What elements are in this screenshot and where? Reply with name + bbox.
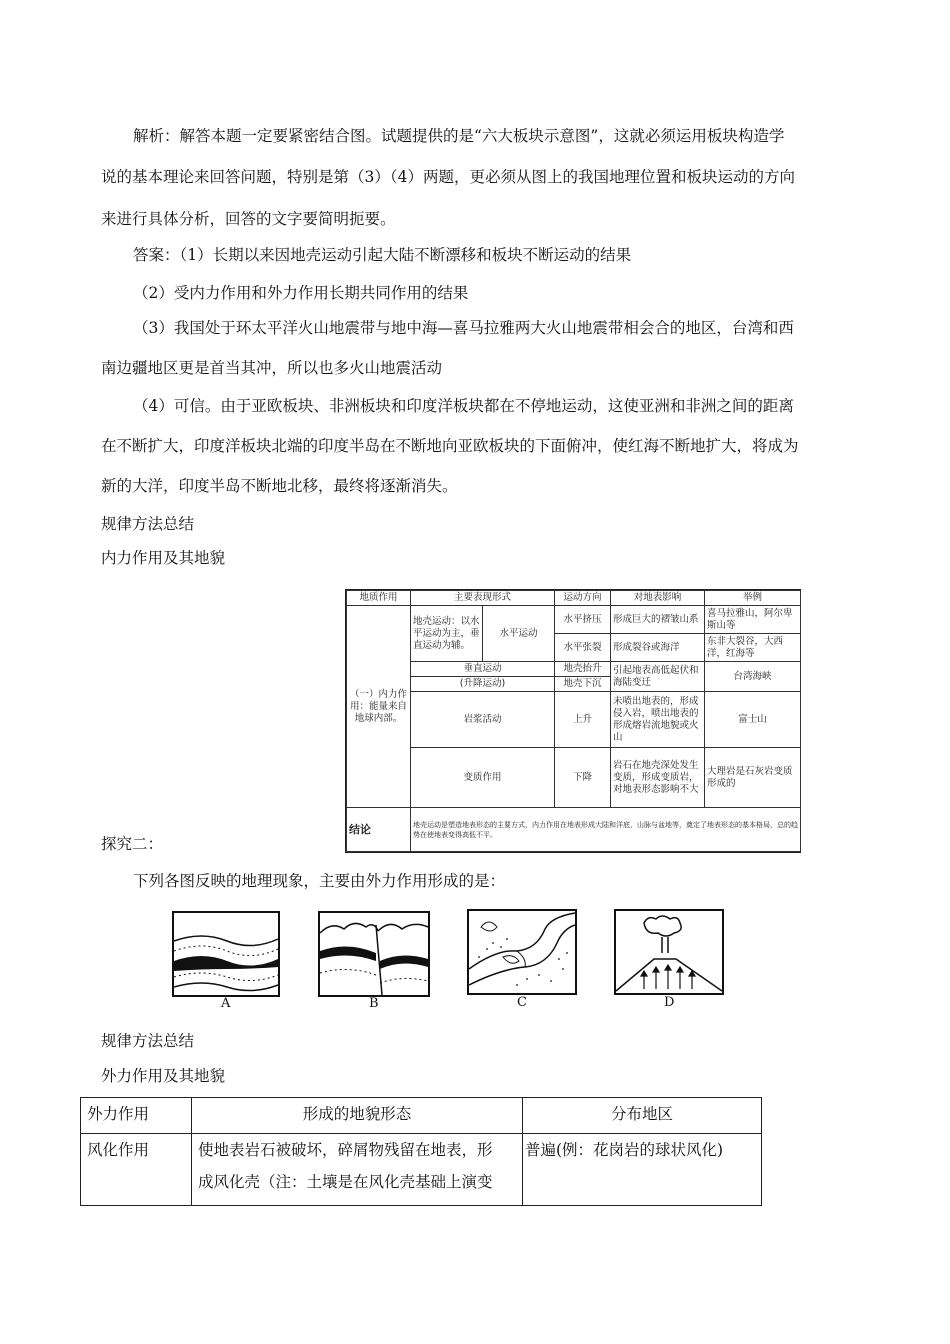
crust-movement-cell: 地壳运动：以水平运动为主，垂直运动为辅。 bbox=[411, 606, 483, 662]
analysis-line-3: 来进行具体分析，回答的文字要简明扼要。 bbox=[101, 210, 396, 228]
figure-a-folded-strata bbox=[172, 911, 280, 997]
conclusion-text: 地壳运动是塑造地表形态的主要方式，内力作用在地表形成大陆和洋底，山脉与盆地等，奠定了地表形态的基本格局，总的趋势在使地表变得高低不平。 bbox=[411, 808, 801, 852]
effect-cell: 未喷出地表的，形成侵入岩，喷出地表的形成熔岩流地貌或火山 bbox=[611, 692, 705, 748]
figure-d-label: D bbox=[664, 995, 675, 1010]
direction-cell: 地壳下沉 bbox=[555, 677, 611, 692]
figure-d-volcano bbox=[614, 909, 724, 995]
distribution-cell: 普遍(例：花岗岩的球状风化) bbox=[523, 1134, 762, 1206]
force-name-cell: 风化作用 bbox=[81, 1134, 192, 1206]
example-cell: 大理岩是石灰岩变质形成的 bbox=[705, 748, 801, 808]
effect-cell: 形成裂谷或海洋 bbox=[611, 634, 705, 662]
metamorphism-cell: 变质作用 bbox=[411, 748, 555, 808]
section-subheading-3: 外力作用及其地貌 bbox=[101, 1067, 226, 1085]
answer-1: 答案：（1）长期以来因地壳运动引起大陆不断漂移和板块不断运动的结果 bbox=[133, 246, 632, 264]
example-cell: 东非大裂谷，大西洋，红海等 bbox=[705, 634, 801, 662]
figure-c-label: C bbox=[517, 995, 527, 1010]
direction-cell: 水平张裂 bbox=[555, 634, 611, 662]
header-cell: 举例 bbox=[705, 591, 801, 606]
horizontal-movement-cell: 水平运动 bbox=[483, 606, 555, 662]
example-cell: 富士山 bbox=[705, 692, 801, 748]
answer-3-line-2: 南边疆地区更是首当其冲，所以也多火山地震活动 bbox=[101, 359, 443, 377]
effect-cell: 岩石在地壳深处发生变质，形成变质岩，对地表形态影响不大 bbox=[611, 748, 705, 808]
section-subheading-1: 内力作用及其地貌 bbox=[101, 549, 226, 567]
vertical-movement-cell: (升降运动) bbox=[411, 677, 555, 692]
direction-cell: 水平挤压 bbox=[555, 606, 611, 634]
figure-c-delta bbox=[467, 909, 577, 995]
conclusion-label: 结论 bbox=[347, 808, 411, 852]
header-cell: 形成的地貌形态 bbox=[192, 1098, 523, 1134]
effect-cell: 引起地表高低起伏和海陆变迁 bbox=[611, 662, 705, 692]
example-cell: 台湾海峡 bbox=[705, 662, 801, 692]
magma-cell: 岩浆活动 bbox=[411, 692, 555, 748]
answer-4-line-2: 在不断扩大，印度洋板块北端的印度半岛在不断地向亚欧板块的下面俯冲，使红海不断地扩大，将成为 bbox=[101, 437, 799, 455]
direction-cell: 地壳抬升 bbox=[555, 662, 611, 677]
header-cell: 对地表影响 bbox=[611, 591, 705, 606]
header-cell: 运动方向 bbox=[555, 591, 611, 606]
header-cell: 分布地区 bbox=[523, 1098, 762, 1134]
category-cell: （一）内力作用：能量来自地球内部。 bbox=[347, 606, 411, 808]
analysis-line-1: 解析：解答本题一定要紧密结合图。试题提供的是“六大板块示意图”，这就必须运用板块构造学 bbox=[133, 127, 785, 145]
header-cell: 地质作用 bbox=[347, 591, 411, 606]
effect-cell: 形成巨大的褶皱山系 bbox=[611, 606, 705, 634]
section-heading-2: 探究二： bbox=[101, 835, 164, 853]
answer-4-line-1: （4）可信。由于亚欧板块、非洲板块和印度洋板块都在不停地运动，这使亚洲和非洲之间的距离 bbox=[133, 397, 794, 415]
landform-cell bbox=[192, 1134, 523, 1206]
vertical-movement-cell: 垂直运动 bbox=[411, 662, 555, 677]
section-heading-3: 规律方法总结 bbox=[101, 1032, 195, 1050]
figure-b-label: B bbox=[369, 996, 379, 1011]
figure-b-fault bbox=[318, 911, 430, 997]
answer-3-line-1: （3）我国处于环太平洋火山地震带与地中海—喜马拉雅两大火山地震带相会合的地区，台湾和西 bbox=[133, 319, 794, 337]
analysis-line-2: 说的基本理论来回答问题，特别是第（3）（4）两题，更必须从图上的我国地理位置和板块运动的方向 bbox=[101, 168, 795, 186]
figure-a-label: A bbox=[221, 996, 231, 1011]
header-cell: 主要表现形式 bbox=[411, 591, 555, 606]
question-text: 下列各图反映的地理现象，主要由外力作用形成的是： bbox=[133, 872, 506, 890]
landform-line-1: 使地表岩石被破坏，碎屑物残留在地表，形 bbox=[198, 1141, 493, 1159]
section-heading-1: 规律方法总结 bbox=[101, 515, 195, 533]
direction-cell: 下降 bbox=[555, 748, 611, 808]
direction-cell: 上升 bbox=[555, 692, 611, 748]
outer-force-table bbox=[80, 1097, 762, 1206]
inner-force-table bbox=[345, 589, 801, 853]
landform-line-2: 成风化壳（注：土壤是在风化壳基础上演变 bbox=[198, 1173, 493, 1191]
answer-4-line-3: 新的大洋，印度半岛不断地北移，最终将逐渐消失。 bbox=[101, 477, 458, 495]
header-cell: 外力作用 bbox=[81, 1098, 192, 1134]
example-cell: 喜马拉雅山，阿尔卑斯山等 bbox=[705, 606, 801, 634]
answer-2: （2）受内力作用和外力作用长期共同作用的结果 bbox=[133, 284, 469, 302]
